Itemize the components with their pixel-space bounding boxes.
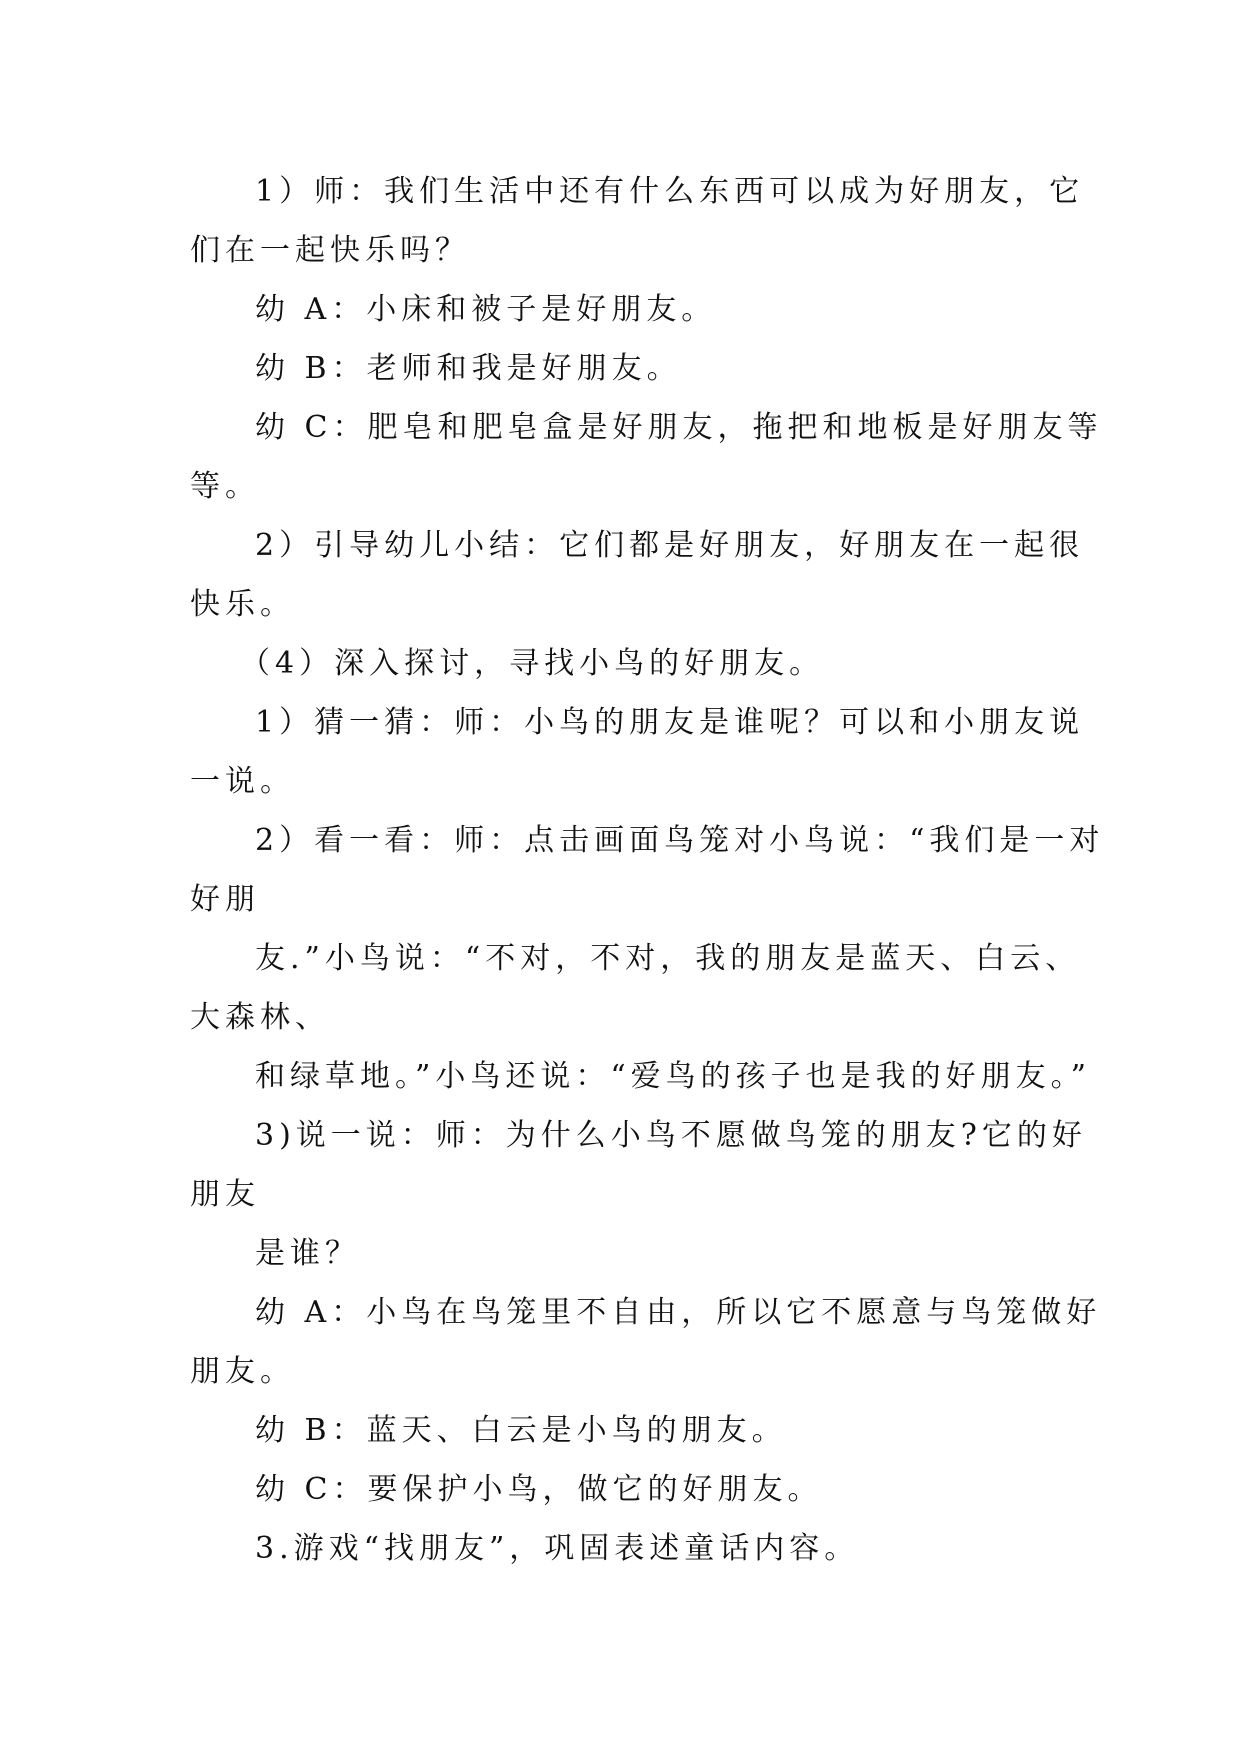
text-line: 朋友。 [190,1354,295,1389]
text-line: 朋友 [190,1177,260,1212]
text-line: 幼 B：老师和我是好朋友。 [255,351,682,386]
text-line: 快乐。 [190,587,295,622]
text-line: 幼 B：蓝天、白云是小鸟的朋友。 [255,1413,787,1448]
section-heading: （4）深入探讨，寻找小鸟的好朋友。 [240,646,825,681]
text-line: 等。 [190,469,260,504]
text-line: 和绿草地。”小鸟还说：“爱鸟的孩子也是我的好朋友。” [255,1059,1092,1094]
text-line: 是谁？ [255,1236,360,1271]
section-heading: 3.游戏“找朋友”，巩固表述童话内容。 [255,1531,860,1566]
text-line: 好朋 [190,882,260,917]
document-body [190,162,1105,1578]
text-line: 1）师：我们生活中还有什么东西可以成为好朋友，它 [255,174,1085,209]
text-line: 们在一起快乐吗？ [190,233,470,268]
text-line: 友.”小鸟说：“不对，不对，我的朋友是蓝天、白云、 [255,941,1081,976]
text-line: 2）引导幼儿小结：它们都是好朋友，好朋友在一起很 [255,528,1085,563]
text-line: 3)说一说：师：为什么小鸟不愿做鸟笼的朋友?它的好 [255,1118,1087,1153]
text-line: 幼 C：肥皂和肥皂盒是好朋友，拖把和地板是好朋友等 [255,410,1103,445]
text-line: 大森林、 [190,1000,330,1035]
text-line: 1）猜一猜：师：小鸟的朋友是谁呢？可以和小朋友说 [255,705,1085,740]
text-line: 幼 A：小床和被子是好朋友。 [255,292,717,327]
text-line: 幼 A：小鸟在鸟笼里不自由，所以它不愿意与鸟笼做好 [255,1295,1102,1330]
text-line: 一说。 [190,764,295,799]
text-line: 2）看一看：师：点击画面鸟笼对小鸟说：“我们是一对 [255,823,1105,858]
text-line: 幼 C：要保护小鸟，做它的好朋友。 [255,1472,823,1507]
